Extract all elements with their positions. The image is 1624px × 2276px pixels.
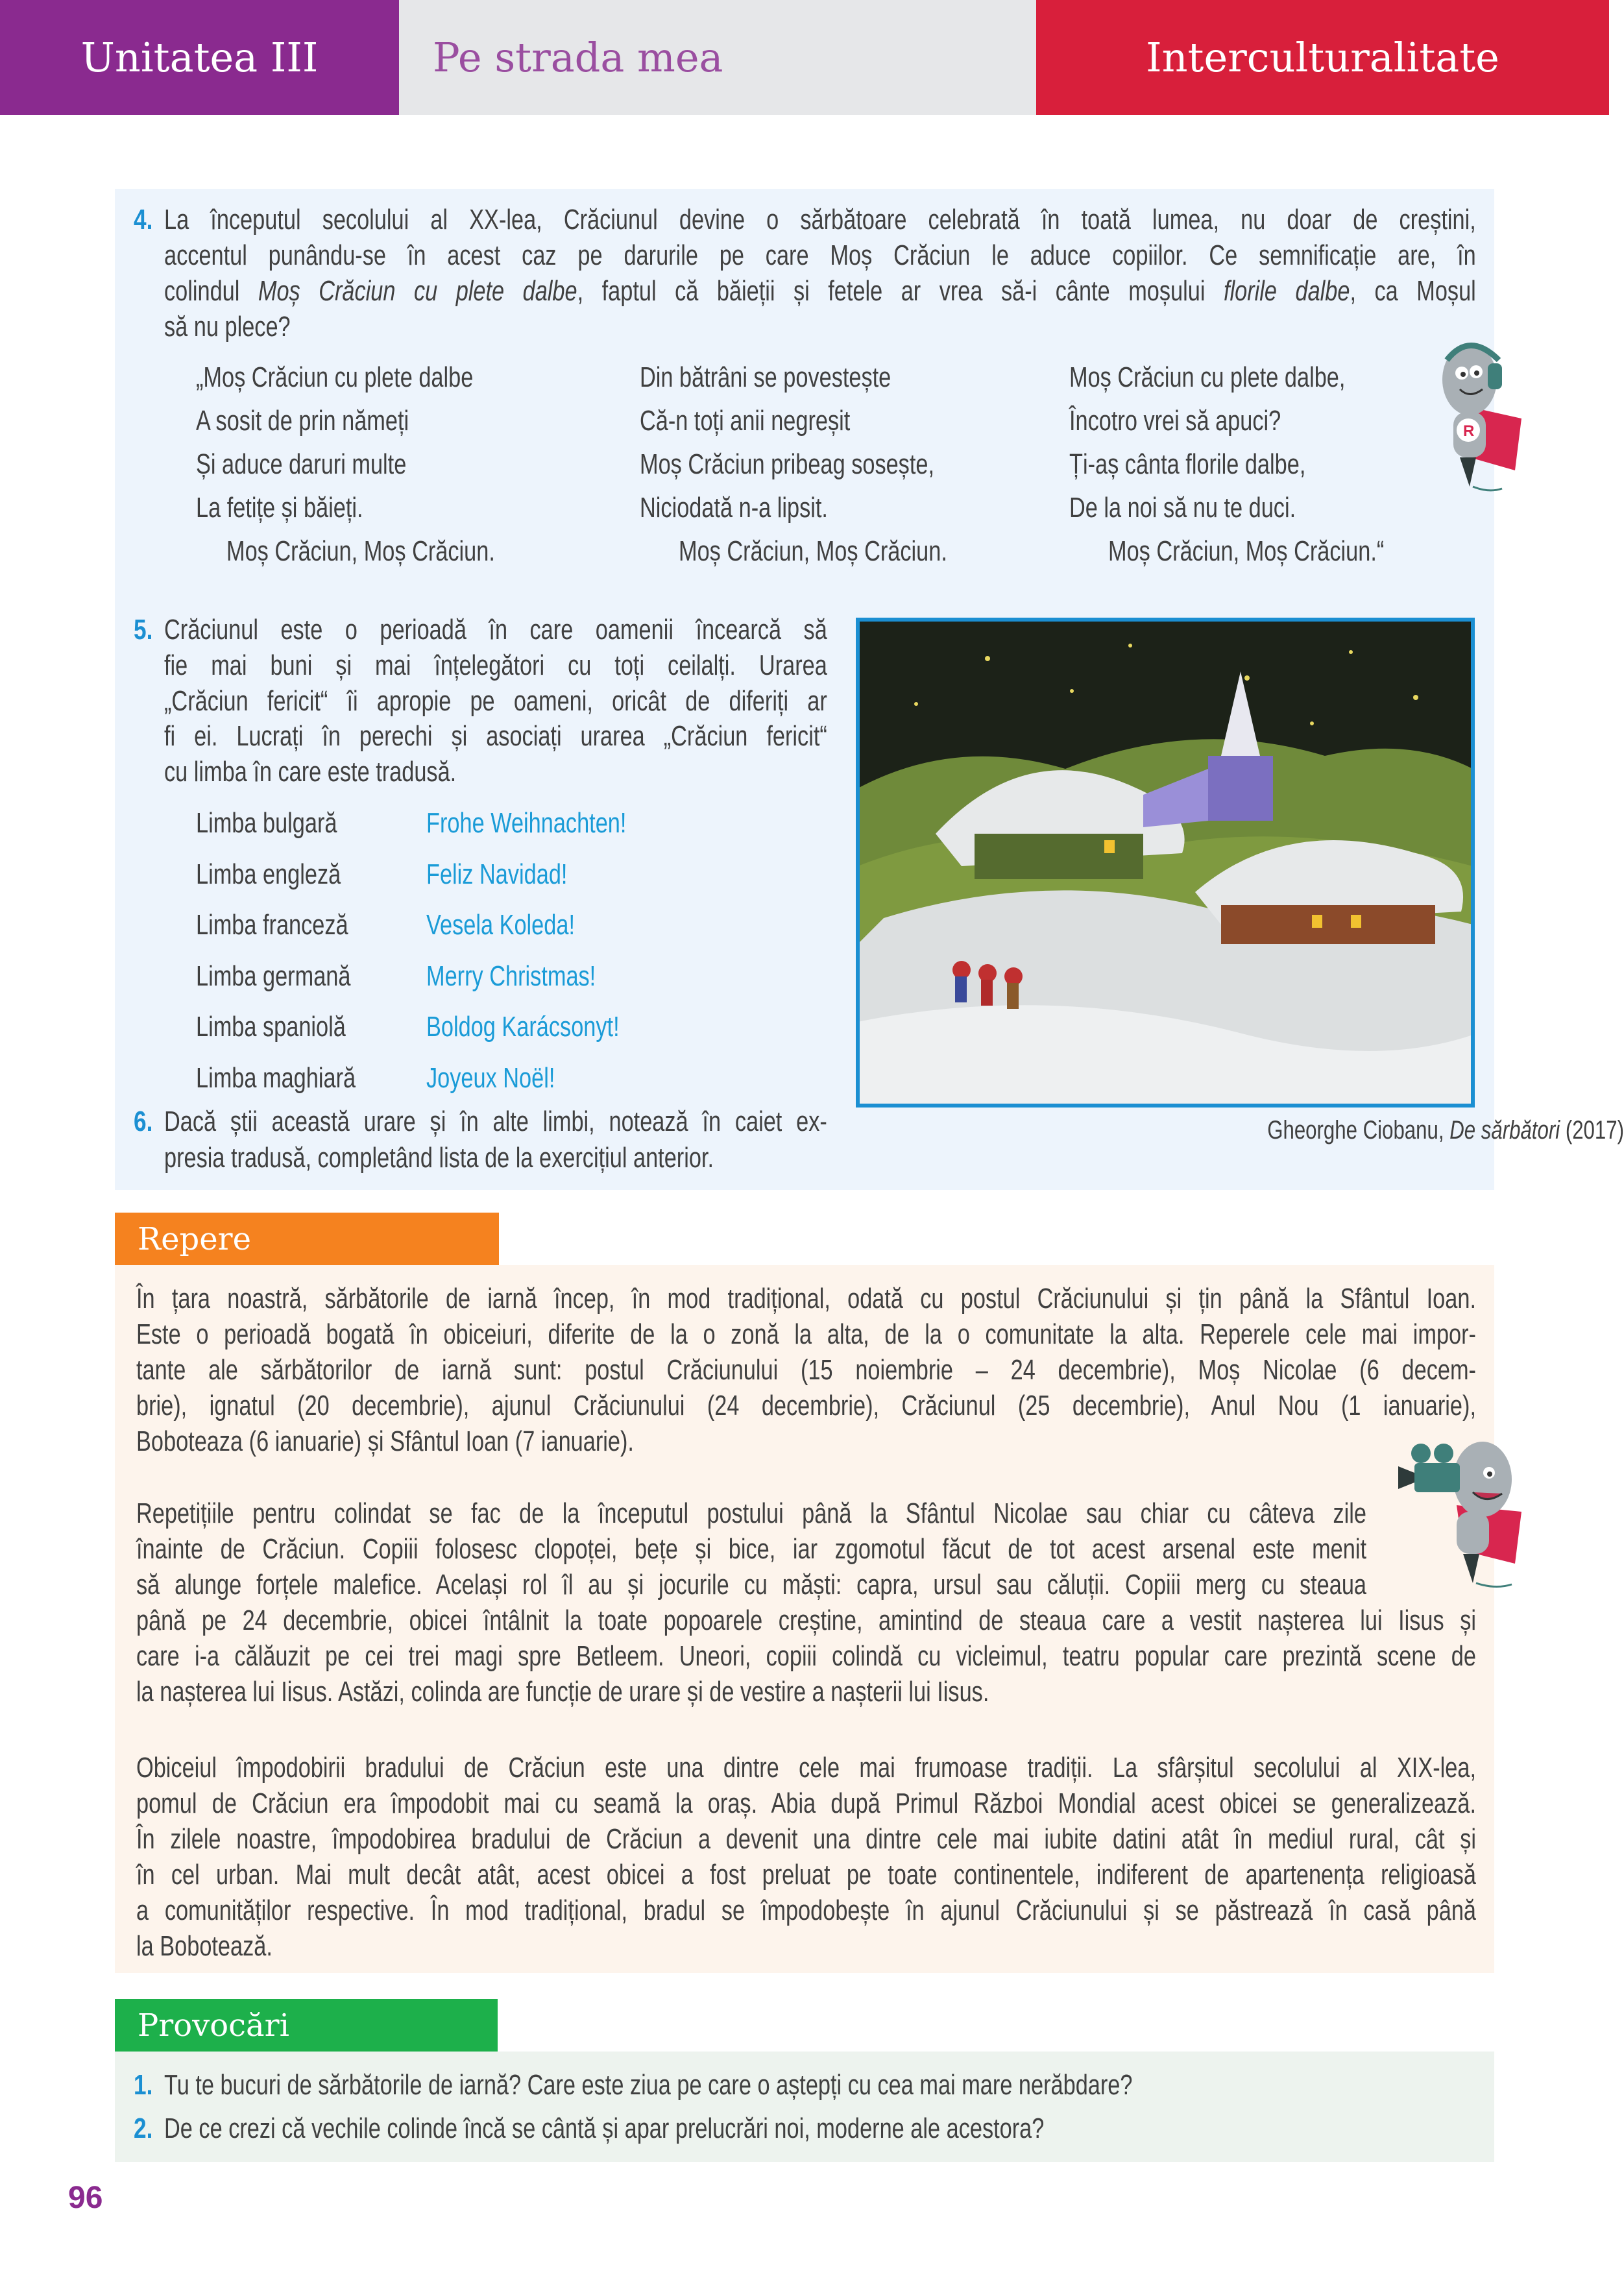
poem-line: Moș Crăciun, Moș Crăciun. [679, 535, 947, 567]
text-line: În țara noastră, sărbătorile de iarnă încep, în mod tradițional, odată cu postul Crăciunului și țin până la Sfântul Ioan. [136, 1283, 1476, 1314]
text-line: tante ale sărbătorilor de iarnă sunt: postul Crăciunului (15 noiembrie – 24 decembrie), Moș Nicolae (6 decem- [136, 1354, 1476, 1386]
exercise-number: 6. [134, 1106, 153, 1137]
quote: florile dalbe [1223, 275, 1350, 307]
carol-title: Moș Crăciun cu plete dalbe [258, 275, 577, 307]
poem-line: A sosit de prin nămeți [196, 405, 409, 437]
challenge-text: De ce crezi că vechile colinde încă se cântă și apar prelucrări noi, moderne ale acestora? [164, 2113, 1045, 2144]
text-line: Repetițiile pentru colindat se fac de la începutul postului până la Sfântul Nicolae sau chiar cu câteva zile [136, 1497, 1366, 1529]
poem-line: Și aduce daruri multe [196, 448, 407, 480]
poem-line: Moș Crăciun pribeag sosește, [640, 448, 935, 480]
text-line: până pe 24 decembrie, obicei întâlnit la toate popoarele creștine, amintind de steaua care a vestit nașterea lui Iisus și [136, 1604, 1476, 1636]
text-line: cu limba în care este tradusă. [164, 756, 457, 788]
provocari-heading [115, 1999, 498, 2052]
greeting-option[interactable]: Merry Christmas! [426, 960, 596, 992]
text-line: presia tradusă, completând lista de la exercițiul anterior. [164, 1142, 714, 1174]
text-line: la Bobotează. [136, 1930, 273, 1962]
greeting-option[interactable]: Vesela Koleda! [426, 909, 575, 941]
caption-title: De sărbători [1449, 1116, 1560, 1144]
painting-caption [1267, 1113, 1624, 1148]
unit-title-text: Pe strada mea [433, 34, 723, 81]
text-line: Boboteaza (6 ianuarie) și Sfântul Ioan (7 ianuarie). [136, 1425, 634, 1457]
text: , ca Moșul [1350, 275, 1476, 307]
text-line: care i-a călăuzit pe cei trei magi spre Betleem. Uneori, copiii colindă cu vicleimul, teatru popular care prezintă scene de [136, 1640, 1476, 1672]
poem-line: Ți-aș cânta florile dalbe, [1069, 448, 1306, 480]
text-line: a comunităților respective. În mod tradițional, bradul se împodobește în ajunul Crăciunului și se păstrează în casă până [136, 1895, 1476, 1926]
text-line: accentul punându-se în acest caz pe darurile pe care Moș Crăciun le aduce copiilor. Ce semnificație are, în [164, 239, 1476, 271]
poem-line: Niciodată n-a lipsit. [640, 492, 828, 524]
svg-text:R: R [1463, 422, 1475, 440]
challenge-number: 2. [134, 2113, 153, 2144]
provocari-title: Provocări [138, 2007, 289, 2044]
repere-heading [115, 1213, 499, 1265]
text-line: să nu plece? [164, 311, 291, 343]
poem-line: Că-n toți anii negreșit [640, 405, 851, 437]
language-label: Limba spaniolă [196, 1011, 346, 1043]
text-line: brie), ignatul (20 decembrie), ajunul Crăciunului (24 decembrie), Crăciunul (25 decembrie), Anul Nou (1 ianuarie), [136, 1390, 1476, 1422]
mascot-camera-icon [1392, 1434, 1531, 1590]
exercise-number: 4. [134, 204, 153, 236]
section-label [1036, 0, 1609, 115]
language-label: Limba maghiară [196, 1062, 356, 1094]
text-line: în cel urban. Mai mult decât atât, acest obicei a fost preluat pe toate continentele, indiferent de apartenența religioasă [136, 1859, 1476, 1891]
unit-title [399, 0, 1036, 115]
poem-line: Încotro vrei să apuci? [1069, 405, 1281, 437]
text-line: Dacă știi această urare și în alte limbi, notează în caiet ex- [164, 1106, 827, 1137]
language-label: Limba germană [196, 960, 351, 992]
repere-title: Repere [138, 1220, 252, 1257]
text-line: pomul de Crăciun era împodobit mai cu seamă la oraș. Abia după Primul Război Mondial acest obicei se generalizează. [136, 1787, 1476, 1819]
poem-line: Din bătrâni se povestește [640, 361, 891, 393]
unit-label [0, 0, 399, 115]
text-line: Crăciunul este o perioadă în care oamenii încearcă să [164, 614, 827, 646]
poem-line: Moș Crăciun, Moș Crăciun. [226, 535, 495, 567]
greeting-option[interactable]: Feliz Navidad! [426, 858, 568, 890]
greeting-option[interactable]: Boldog Karácsonyt! [426, 1011, 620, 1043]
challenge-text: Tu te bucuri de sărbătorile de iarnă? Care este ziua pe care o aștepți cu cea mai mare nerăbdare? [164, 2069, 1133, 2101]
poem-line: De la noi să nu te duci. [1069, 492, 1296, 524]
caption-author: Gheorghe Ciobanu, [1267, 1116, 1450, 1144]
poem-line: La fetițe și băieți. [196, 492, 363, 524]
poem-line: Moș Crăciun, Moș Crăciun.“ [1108, 535, 1385, 567]
language-label: Limba franceză [196, 909, 348, 941]
language-label: Limba engleză [196, 858, 341, 890]
page-number: 96 [68, 2181, 103, 2215]
text-line: înainte de Crăciun. Copiii folosesc clopoței, bețe și bice, iar zgomotul făcut de tot acest arsenal este menit [136, 1533, 1366, 1565]
unit-text: Unitatea III [80, 34, 319, 81]
text: , faptul că băieții și fetele ar vrea să-i cânte moșului [577, 275, 1224, 307]
text-line: „Crăciun fericit“ îi apropie pe oameni, oricât de diferiți ar [164, 685, 827, 717]
challenge-number: 1. [134, 2069, 153, 2101]
greeting-option[interactable]: Joyeux Noël! [426, 1062, 555, 1094]
text-line: Este o perioadă bogată în obiceiuri, diferite de la o zonă la alta, de la o comunitate la alta. Reperele cele mai impor- [136, 1318, 1476, 1350]
text-line: La începutul secolului al XX-lea, Crăciunul devine o sărbătoare celebrată în toată lumea, nu doar de creștini, [164, 204, 1476, 236]
caption-year: (2017) [1560, 1116, 1624, 1144]
text-line: fi ei. Lucrați în perechi și asociați urarea „Crăciun fericit“ [164, 720, 827, 752]
section-text: Interculturalitate [1146, 34, 1499, 81]
text: colindul [164, 275, 258, 307]
text-line: În zilele noastre, împodobirea bradului de Crăciun a devenit una dintre cele mai iubite datini atât în mediul rural, cât și [136, 1823, 1476, 1855]
poem-line: Moș Crăciun cu plete dalbe, [1069, 361, 1346, 393]
mascot-headphones-icon [1424, 334, 1528, 496]
text-line: la nașterea lui Iisus. Astăzi, colinda are funcție de urare și de vestire a nașterii lui Iisus. [136, 1676, 989, 1708]
exercise-number: 5. [134, 614, 153, 646]
text-line: fie mai buni și mai înțelegători cu toți ceilalți. Urarea [164, 649, 827, 681]
painting-image [858, 620, 1473, 1106]
text-line: Obiceiul împodobirii bradului de Crăciun este una dintre cele mai frumoase tradiții. La sfârșitul secolului al XIX-lea, [136, 1752, 1476, 1784]
text-line [164, 273, 1476, 309]
poem-line: „Moș Crăciun cu plete dalbe [196, 361, 474, 393]
language-label: Limba bulgară [196, 807, 337, 839]
greeting-option[interactable]: Frohe Weihnachten! [426, 807, 627, 839]
text-line: să alunge forțele malefice. Același rol îl au și jocurile cu măști: capra, ursul sau căluții. Copiii merg cu steaua [136, 1569, 1366, 1601]
